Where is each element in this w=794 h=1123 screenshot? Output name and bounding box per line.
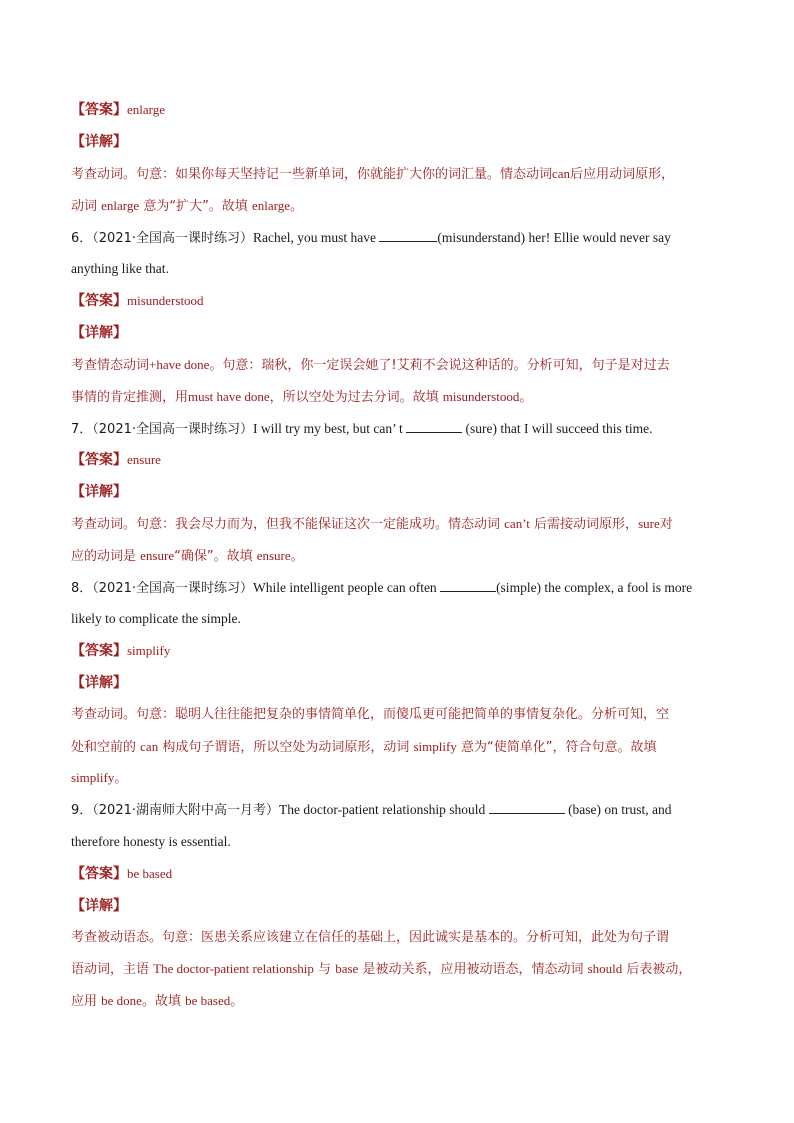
- detail-line: 考查动词。句意：我会尽力而为，但我不能保证这次一定能成功。情态动词 can’t 后需接动词原形，sure对: [71, 516, 673, 532]
- question-number: 8．: [71, 581, 93, 596]
- question-number: 9．: [71, 803, 93, 818]
- answer-line-6: [71, 291, 731, 312]
- question-number: 7．: [71, 422, 93, 437]
- detail-label-line-8: [71, 673, 731, 694]
- detail-line: simplify。: [71, 770, 128, 786]
- detail-label-line-9: [71, 896, 731, 917]
- question-number: 6．: [71, 231, 93, 246]
- question-7-line-1: 7．（2021·全国高一课时练习）I will try my best, but can’ t (sure) that I will succeed this time.: [71, 421, 653, 437]
- question-8-line-1: 8．（2021·全国高一课时练习）While intelligent people can often (simple) the complex, a fool is more: [71, 580, 693, 596]
- detail-line: 考查动词。句意：聪明人往往能把复杂的事情简单化，而傻瓜更可能把简单的事情复杂化。分析可知，空: [71, 707, 670, 722]
- answer-line-7: [71, 450, 731, 471]
- answer-blank: [406, 419, 462, 433]
- question-6-line-2: anything like that.: [71, 261, 169, 276]
- answer-text: enlarge: [127, 102, 166, 117]
- detail-line: 考查情态动词+have done。句意：瑞秋，你一定误会她了!艾莉不会说这种话的。分析可知，句子是对过去: [71, 357, 670, 373]
- detail-label: 【详解】: [71, 325, 127, 341]
- detail-line: 事情的肯定推测，用must have done，所以空处为过去分词。故填 misunderstood。: [71, 389, 533, 405]
- detail-line: 应用 be done。故填 be based。: [71, 993, 244, 1009]
- answer-line-9: [71, 864, 731, 885]
- detail-label-line-6: [71, 323, 731, 344]
- answer-line-5: [71, 100, 731, 121]
- answer-label: 【答案】: [71, 452, 127, 468]
- answer-blank: [440, 578, 496, 592]
- answer-blank: [379, 228, 437, 242]
- detail-line: 应的动词是 ensure“确保”。故填 ensure。: [71, 548, 304, 564]
- detail-label-line-7: [71, 482, 731, 503]
- answer-label: 【答案】: [71, 293, 127, 309]
- answer-text: simplify: [127, 643, 171, 658]
- detail-label: 【详解】: [71, 898, 127, 914]
- answer-text: ensure: [127, 452, 161, 467]
- question-9-line-1: 9．（2021·湖南师大附中高一月考）The doctor-patient relationship should (base) on trust, and: [71, 802, 672, 818]
- detail-label: 【详解】: [71, 675, 127, 691]
- detail-line: 考查动词。句意：如果你每天坚持记一些新单词，你就能扩大你的词汇量。情态动词can后应用动词原形，: [71, 166, 675, 182]
- question-9-line-2: therefore honesty is essential.: [71, 834, 231, 849]
- detail-line: 考查被动语态。句意：医患关系应该建立在信任的基础上，因此诚实是基本的。分析可知，此处为句子谓: [71, 930, 670, 945]
- answer-label: 【答案】: [71, 102, 127, 118]
- detail-line: 语动词，主语 The doctor-patient relationship 与 base 是被动关系，应用被动语态，情态动词 should 后表被动，: [71, 961, 692, 977]
- answer-label: 【答案】: [71, 643, 127, 659]
- question-6-line-1: 6．（2021·全国高一课时练习）Rachel, you must have (misunderstand) her! Ellie would never say: [71, 230, 671, 246]
- detail-line: 动词 enlarge 意为“扩大”。故填 enlarge。: [71, 198, 303, 214]
- answer-line-8: [71, 641, 731, 662]
- detail-label-line-5: [71, 132, 731, 153]
- detail-line: 处和空前的 can 构成句子谓语，所以空处为动词原形，动词 simplify 意为“使简单化”，符合句意。故填: [71, 739, 657, 755]
- detail-label: 【详解】: [71, 484, 127, 500]
- answer-label: 【答案】: [71, 866, 127, 882]
- question-source: （2021·全国高一课时练习）: [92, 422, 253, 437]
- answer-text: be based: [127, 866, 173, 881]
- question-source: （2021·全国高一课时练习）: [92, 231, 253, 246]
- answer-blank: [489, 800, 565, 814]
- answer-text: misunderstood: [127, 293, 204, 308]
- question-source: （2021·湖南师大附中高一月考）: [92, 803, 279, 818]
- question-8-line-2: likely to complicate the simple.: [71, 611, 241, 626]
- question-source: （2021·全国高一课时练习）: [92, 581, 253, 596]
- detail-label: 【详解】: [71, 134, 127, 150]
